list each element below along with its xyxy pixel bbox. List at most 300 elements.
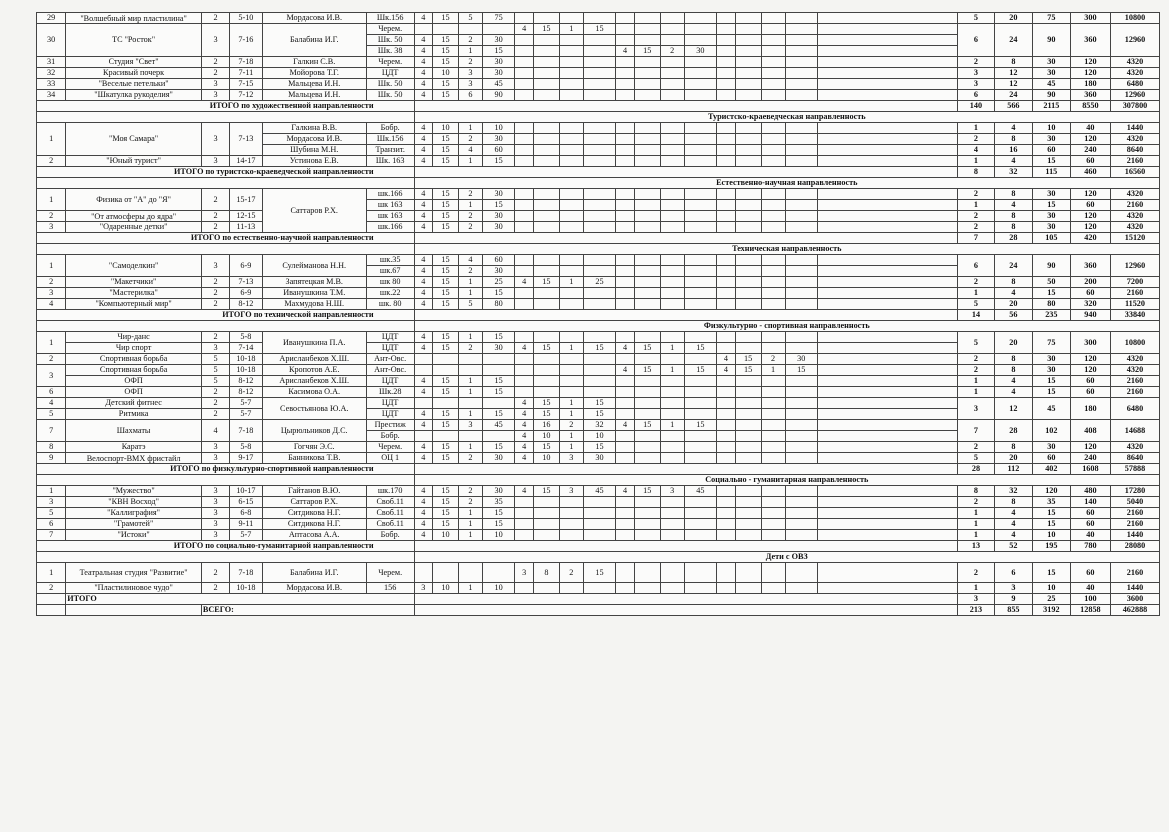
location: ЦДТ <box>366 409 414 420</box>
hours-cell <box>533 266 559 277</box>
total-value: 28 <box>994 420 1032 442</box>
program-name: Шахматы <box>66 420 202 442</box>
program-years: 2 <box>201 332 229 343</box>
spacer-cell <box>37 178 415 189</box>
program-years: 2 <box>201 189 229 211</box>
hours-cell <box>660 266 684 277</box>
hours-cell <box>634 563 660 583</box>
hours-cell <box>717 343 735 354</box>
location: Бобр. <box>366 431 414 442</box>
hours-cell <box>660 13 684 24</box>
hours-cell <box>735 24 761 35</box>
total-value: 2160 <box>1110 200 1159 211</box>
hours-cell <box>761 90 785 101</box>
program-years: 3 <box>201 486 229 497</box>
teacher-name: Гогчян Э.С. <box>262 442 366 453</box>
hours-cell: 4 <box>414 35 432 46</box>
hours-cell <box>515 222 533 233</box>
hours-cell <box>515 365 533 376</box>
hours-cell <box>634 409 660 420</box>
age-range: 6-8 <box>230 508 263 519</box>
total-value: 60 <box>1070 200 1110 211</box>
hours-cell: 15 <box>634 420 660 431</box>
program-name: Детский фитнес <box>66 398 202 409</box>
program-name: "Истоки" <box>66 530 202 541</box>
hours-cell: 15 <box>432 35 458 46</box>
total-value: 200 <box>1070 277 1110 288</box>
hours-cell: 4 <box>414 211 432 222</box>
program-name: Физика от "А" до "Я" <box>66 189 202 211</box>
total-value: 120 <box>1070 211 1110 222</box>
blank-cell <box>414 594 957 605</box>
total-value: 50 <box>1032 277 1070 288</box>
hours-cell: 4 <box>414 68 432 79</box>
location: Черем. <box>366 57 414 68</box>
program-name: "Самоделкин" <box>66 255 202 277</box>
subtotal-value: 8550 <box>1070 101 1110 112</box>
hours-cell <box>515 145 533 156</box>
hours-cell: 1 <box>459 277 483 288</box>
hours-cell <box>660 409 684 420</box>
total-value: 120 <box>1032 486 1070 497</box>
subtotal-value: 7 <box>958 233 995 244</box>
hours-cell: 15 <box>533 442 559 453</box>
total-value: 8640 <box>1110 145 1159 156</box>
hours-cell: 15 <box>482 46 515 57</box>
total-value: 24 <box>994 90 1032 101</box>
hours-cell <box>559 200 583 211</box>
hours-cell: 1 <box>559 409 583 420</box>
hours-cell: 15 <box>583 563 616 583</box>
hours-cell: 3 <box>459 420 483 431</box>
ovz-total-value: 100 <box>1070 594 1110 605</box>
hours-cell <box>717 13 735 24</box>
hours-cell: 15 <box>482 200 515 211</box>
hours-cell <box>785 123 818 134</box>
teacher-name: Мойорова Т.Г. <box>262 68 366 79</box>
hours-cell: 25 <box>583 277 616 288</box>
hours-cell: 15 <box>533 343 559 354</box>
location: Черем. <box>366 442 414 453</box>
age-range: 9-11 <box>230 519 263 530</box>
program-name: "Мастерилка" <box>66 288 202 299</box>
location: ЦДТ <box>366 332 414 343</box>
hours-cell: 45 <box>482 79 515 90</box>
hours-cell <box>717 222 735 233</box>
hours-cell <box>559 266 583 277</box>
hours-cell <box>533 376 559 387</box>
location: Шк. 50 <box>366 35 414 46</box>
hours-cell <box>785 189 818 200</box>
blank-wide <box>818 376 958 387</box>
hours-cell: 15 <box>432 145 458 156</box>
hours-cell <box>684 123 717 134</box>
hours-cell <box>761 46 785 57</box>
total-value: 24 <box>994 24 1032 57</box>
hours-cell <box>761 189 785 200</box>
location: Своб.11 <box>366 497 414 508</box>
location: Ант-Овс. <box>366 354 414 365</box>
age-range: 5-8 <box>230 332 263 343</box>
teacher-name: Шубина М.Н. <box>262 145 366 156</box>
hours-cell <box>735 387 761 398</box>
hours-cell <box>515 376 533 387</box>
schedule-table <box>36 12 1160 616</box>
grand-total-value: 12858 <box>1070 605 1110 616</box>
hours-cell <box>717 486 735 497</box>
total-value: 10 <box>1032 583 1070 594</box>
location: Транзит. <box>366 145 414 156</box>
hours-cell <box>735 35 761 46</box>
total-value: 3 <box>958 68 995 79</box>
total-value: 2160 <box>1110 563 1159 583</box>
hours-cell <box>583 583 616 594</box>
hours-cell: 5 <box>459 13 483 24</box>
total-value: 12 <box>994 68 1032 79</box>
total-value: 45 <box>1032 398 1070 420</box>
hours-cell: 4 <box>459 145 483 156</box>
program-name: "Волшебный мир пластилина" <box>66 13 202 24</box>
hours-cell <box>459 431 483 442</box>
total-value: 4 <box>958 145 995 156</box>
hours-cell: 4 <box>414 145 432 156</box>
hours-cell <box>684 24 717 35</box>
hours-cell: 15 <box>735 365 761 376</box>
hours-cell: 32 <box>583 420 616 431</box>
hours-cell <box>785 409 818 420</box>
hours-cell <box>761 387 785 398</box>
hours-cell <box>533 156 559 167</box>
hours-cell <box>761 134 785 145</box>
hours-cell: 4 <box>414 519 432 530</box>
program-name: Ритмика <box>66 409 202 420</box>
hours-cell: 15 <box>533 409 559 420</box>
hours-cell <box>559 35 583 46</box>
total-value: 75 <box>1032 332 1070 354</box>
hours-cell: 4 <box>414 222 432 233</box>
total-value: 2160 <box>1110 508 1159 519</box>
hours-cell <box>761 79 785 90</box>
hours-cell <box>616 530 634 541</box>
hours-cell <box>761 420 785 431</box>
hours-cell <box>515 288 533 299</box>
blank-wide <box>818 332 958 343</box>
subtotal-row <box>37 541 1160 552</box>
hours-cell <box>459 354 483 365</box>
hours-cell: 4 <box>616 486 634 497</box>
program-name: "Компьютерный мир" <box>66 299 202 310</box>
hours-cell: 15 <box>785 365 818 376</box>
ovz-total-value: 3600 <box>1110 594 1159 605</box>
total-value: 60 <box>1032 453 1070 464</box>
total-value: 1440 <box>1110 530 1159 541</box>
blank-wide <box>818 398 958 409</box>
table-row <box>37 365 1160 376</box>
program-years: 3 <box>201 156 229 167</box>
blank-cell <box>66 605 202 616</box>
total-value: 8 <box>994 365 1032 376</box>
program-years: 4 <box>201 420 229 442</box>
total-value: 2 <box>958 442 995 453</box>
program-name: "КВН Восход" <box>66 497 202 508</box>
subtotal-value: 32 <box>994 167 1032 178</box>
hours-cell: 15 <box>432 508 458 519</box>
row-number: 4 <box>37 299 66 310</box>
hours-cell <box>616 35 634 46</box>
table-row <box>37 255 1160 266</box>
hours-cell <box>583 222 616 233</box>
program-name: Студия "Свет" <box>66 57 202 68</box>
total-value: 12 <box>994 398 1032 420</box>
table-row <box>37 563 1160 583</box>
hours-cell <box>634 277 660 288</box>
total-value: 1 <box>958 530 995 541</box>
total-value: 30 <box>1032 68 1070 79</box>
hours-cell: 1 <box>459 332 483 343</box>
hours-cell: 8 <box>533 563 559 583</box>
hours-cell <box>717 398 735 409</box>
hours-cell <box>717 57 735 68</box>
total-value: 4320 <box>1110 57 1159 68</box>
total-value: 20 <box>994 299 1032 310</box>
hours-cell <box>559 255 583 266</box>
hours-cell: 6 <box>459 90 483 101</box>
hours-cell <box>616 332 634 343</box>
hours-cell <box>660 35 684 46</box>
section-row <box>37 552 1160 563</box>
teacher-name: Ситдикова Н.Г. <box>262 508 366 519</box>
hours-cell <box>785 530 818 541</box>
hours-cell <box>761 68 785 79</box>
hours-cell <box>634 508 660 519</box>
teacher-name: Ситдикова Н.Г. <box>262 519 366 530</box>
hours-cell <box>761 24 785 35</box>
subtotal-value: 28 <box>958 464 995 475</box>
blank-wide <box>818 79 958 90</box>
hours-cell <box>684 79 717 90</box>
blank-wide <box>818 453 958 464</box>
hours-cell: 15 <box>432 409 458 420</box>
hours-cell <box>533 299 559 310</box>
hours-cell <box>559 211 583 222</box>
hours-cell <box>533 134 559 145</box>
total-value: 12 <box>994 79 1032 90</box>
hours-cell <box>684 563 717 583</box>
total-value: 1 <box>958 387 995 398</box>
hours-cell <box>717 508 735 519</box>
hours-cell <box>559 583 583 594</box>
hours-cell <box>684 332 717 343</box>
row-number: 1 <box>37 332 66 354</box>
blank-wide <box>818 299 958 310</box>
blank-wide <box>818 123 958 134</box>
hours-cell <box>761 343 785 354</box>
program-name: Спортивная борьба <box>66 365 202 376</box>
hours-cell <box>414 24 432 35</box>
hours-cell <box>634 145 660 156</box>
table-row <box>37 57 1160 68</box>
program-years: 3 <box>201 255 229 277</box>
table-row <box>37 189 1160 200</box>
hours-cell: 30 <box>785 354 818 365</box>
hours-cell <box>761 13 785 24</box>
hours-cell <box>735 409 761 420</box>
total-value: 30 <box>1032 222 1070 233</box>
total-value: 8 <box>994 497 1032 508</box>
total-value: 15 <box>1032 376 1070 387</box>
hours-cell <box>660 24 684 35</box>
location: Бобр. <box>366 123 414 134</box>
teacher-name: Мордасова И.В. <box>262 13 366 24</box>
hours-cell <box>634 376 660 387</box>
total-value: 4320 <box>1110 211 1159 222</box>
total-value: 15 <box>1032 200 1070 211</box>
hours-cell: 15 <box>432 90 458 101</box>
hours-cell <box>660 255 684 266</box>
location: 156 <box>366 583 414 594</box>
hours-cell: 1 <box>559 343 583 354</box>
hours-cell <box>634 530 660 541</box>
hours-cell <box>660 563 684 583</box>
hours-cell <box>634 332 660 343</box>
total-value: 15 <box>1032 508 1070 519</box>
hours-cell: 1 <box>459 387 483 398</box>
hours-cell <box>761 508 785 519</box>
teacher-name: Махмудова Н.Ш. <box>262 299 366 310</box>
hours-cell: 4 <box>414 343 432 354</box>
hours-cell <box>785 431 818 442</box>
age-range: 7-11 <box>230 68 263 79</box>
hours-cell <box>684 583 717 594</box>
hours-cell <box>515 332 533 343</box>
hours-cell: 4 <box>414 200 432 211</box>
hours-cell <box>634 266 660 277</box>
total-value: 2160 <box>1110 288 1159 299</box>
blank-cell <box>414 541 957 552</box>
total-value: 5 <box>958 453 995 464</box>
row-number: 2 <box>37 211 66 222</box>
hours-cell: 1 <box>459 519 483 530</box>
total-value: 30 <box>1032 211 1070 222</box>
grand-total-value: 3192 <box>1032 605 1070 616</box>
hours-cell: 3 <box>515 563 533 583</box>
hours-cell <box>515 134 533 145</box>
hours-cell <box>735 134 761 145</box>
hours-cell: 4 <box>414 453 432 464</box>
hours-cell: 1 <box>459 376 483 387</box>
table-row <box>37 442 1160 453</box>
hours-cell <box>684 354 717 365</box>
hours-cell: 15 <box>482 519 515 530</box>
program-name: "Веселые петельки" <box>66 79 202 90</box>
age-range: 10-18 <box>230 365 263 376</box>
hours-cell <box>735 200 761 211</box>
total-value: 60 <box>1070 563 1110 583</box>
hours-cell <box>735 123 761 134</box>
grand-total-value: 213 <box>958 605 995 616</box>
total-value: 4320 <box>1110 365 1159 376</box>
hours-cell: 15 <box>533 277 559 288</box>
hours-cell: 2 <box>459 486 483 497</box>
total-value: 2160 <box>1110 387 1159 398</box>
hours-cell <box>717 211 735 222</box>
hours-cell <box>616 398 634 409</box>
hours-cell: 2 <box>459 266 483 277</box>
table-row <box>37 288 1160 299</box>
hours-cell <box>634 442 660 453</box>
hours-cell <box>761 57 785 68</box>
hours-cell: 15 <box>432 211 458 222</box>
total-value: 10 <box>1032 123 1070 134</box>
hours-cell <box>634 24 660 35</box>
hours-cell <box>515 583 533 594</box>
hours-cell: 30 <box>684 46 717 57</box>
hours-cell <box>717 24 735 35</box>
total-value: 120 <box>1070 222 1110 233</box>
total-value: 7200 <box>1110 277 1159 288</box>
hours-cell: 1 <box>559 442 583 453</box>
hours-cell <box>785 277 818 288</box>
hours-cell: 2 <box>559 563 583 583</box>
hours-cell: 10 <box>533 453 559 464</box>
hours-cell <box>616 497 634 508</box>
hours-cell: 1 <box>459 409 483 420</box>
hours-cell: 2 <box>459 222 483 233</box>
section-row <box>37 178 1160 189</box>
hours-cell <box>735 222 761 233</box>
blank-wide <box>818 35 958 46</box>
row-number: 3 <box>37 497 66 508</box>
total-value: 3 <box>958 79 995 90</box>
total-value: 120 <box>1070 189 1110 200</box>
subtotal-value: 195 <box>1032 541 1070 552</box>
hours-cell <box>616 442 634 453</box>
hours-cell <box>583 57 616 68</box>
location: шк.22 <box>366 288 414 299</box>
program-name: ОФП <box>66 376 202 387</box>
blank-cell <box>414 464 957 475</box>
hours-cell: 15 <box>432 189 458 200</box>
total-value: 6480 <box>1110 79 1159 90</box>
hours-cell <box>515 156 533 167</box>
section-title: Социально - гуманитарная направленность <box>414 475 1159 486</box>
hours-cell <box>785 68 818 79</box>
hours-cell: 3 <box>559 486 583 497</box>
blank-wide <box>818 200 958 211</box>
hours-cell <box>785 288 818 299</box>
hours-cell <box>684 519 717 530</box>
location: Шк.28 <box>366 387 414 398</box>
hours-cell <box>684 288 717 299</box>
hours-cell <box>761 486 785 497</box>
program-name: Чир спорт <box>66 343 202 354</box>
hours-cell <box>761 266 785 277</box>
location: Своб.11 <box>366 508 414 519</box>
location: Шк. 38 <box>366 46 414 57</box>
hours-cell: 4 <box>414 486 432 497</box>
hours-cell <box>785 24 818 35</box>
teacher-name: Галкин С.В. <box>262 57 366 68</box>
hours-cell <box>785 156 818 167</box>
hours-cell: 15 <box>432 134 458 145</box>
hours-cell <box>735 13 761 24</box>
hours-cell: 15 <box>684 343 717 354</box>
hours-cell <box>583 266 616 277</box>
spacer-cell <box>37 112 415 123</box>
hours-cell <box>533 508 559 519</box>
total-value: 4320 <box>1110 189 1159 200</box>
hours-cell <box>785 583 818 594</box>
